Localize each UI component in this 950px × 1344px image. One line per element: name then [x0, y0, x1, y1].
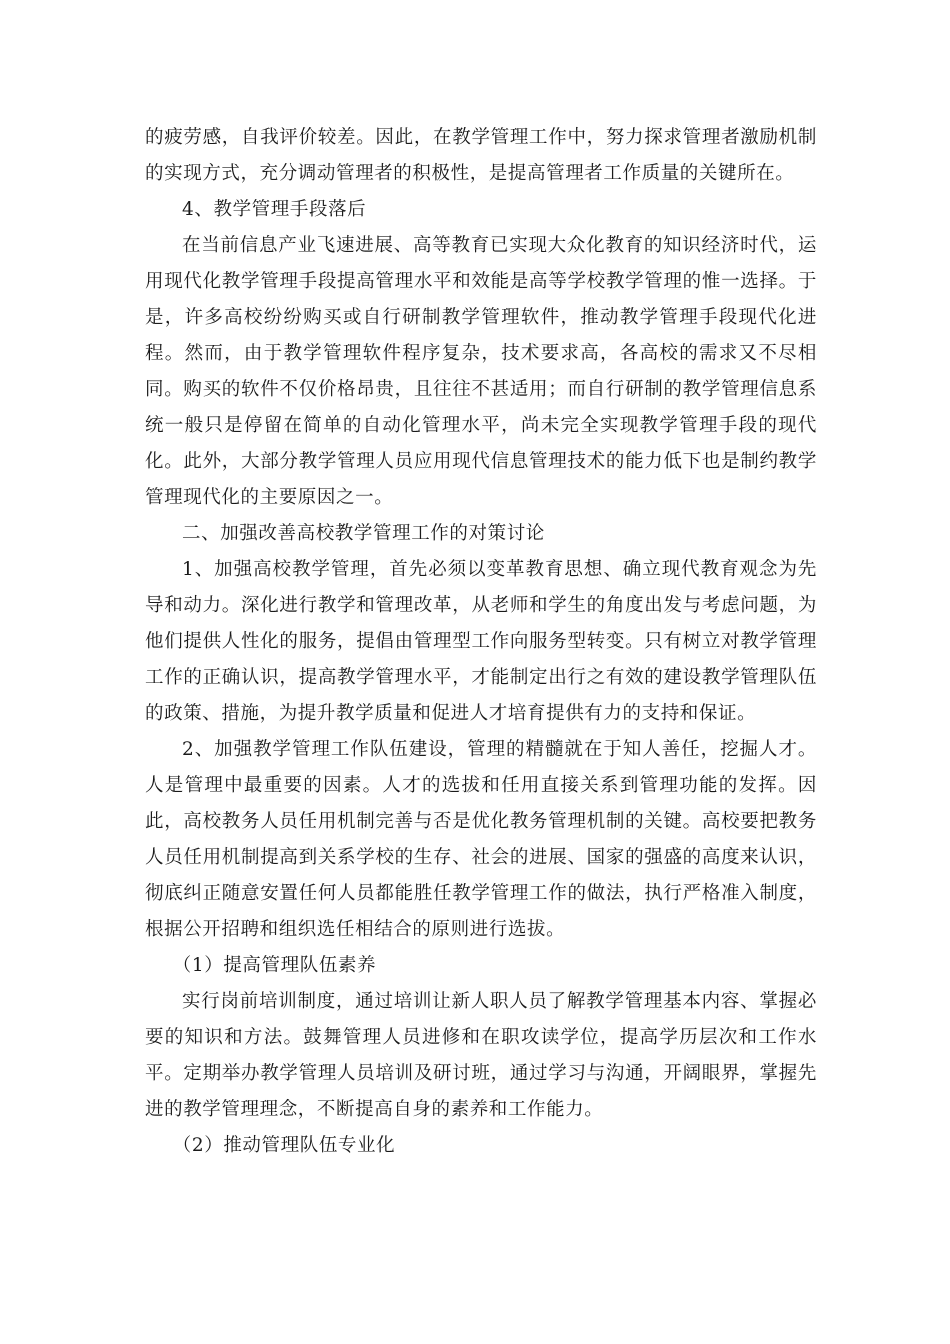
document-body: [145, 120, 817, 1164]
paragraph-countermeasure-1: 1、加强高校教学管理，首先必须以变革教育思想、确立现代教育观念为先导和动力。深化进行教学和管理改革，从老师和学生的角度出发与考虑问题，为他们提供人性化的服务，提倡由管理型工作向服务型转变。只有树立对教学管理工作的正确认识，提高教学管理水平，才能制定出行之有效的建设教学管理队伍的政策、措施，为提升教学质量和促进人才培育提供有力的支持和保证。: [145, 559, 817, 724]
subheading-improve-quality: （1）提高管理队伍素养: [172, 955, 377, 976]
subheading-professionalization: （2）推动管理队伍专业化: [172, 1135, 396, 1156]
section-heading-teaching-means: 4、教学管理手段落后: [182, 199, 367, 220]
paragraph-continuation: 的疲劳感，自我评价较差。因此，在教学管理工作中，努力探求管理者激励机制的实现方式，充分调动管理者的积极性，是提高管理者工作质量的关键所在。: [145, 127, 817, 184]
paragraph-teaching-means: 在当前信息产业飞速进展、高等教育已实现大众化教育的知识经济时代，运用现代化教学管理手段提高管理水平和效能是高等学校教学管理的惟一选择。于是，许多高校纷纷购买或自行研制教学管理软件，推动教学管理手段现代化进程。然而，由于教学管理软件程序复杂，技术要求高，各高校的需求又不尽相同。购买的软件不仅价格昂贵，且往往不甚适用；而自行研制的教学管理信息系统一般只是停留在简单的自动化管理水平，尚未完全实现教学管理手段的现代化。此外，大部分教学管理人员应用现代信息管理技术的能力低下也是制约教学管理现代化的主要原因之一。: [145, 235, 817, 508]
section-heading-countermeasures: 二、加强改善高校教学管理工作的对策讨论: [182, 523, 545, 544]
paragraph-countermeasure-2: 2、加强教学管理工作队伍建设，管理的精髓就在于知人善任，挖掘人才。人是管理中最重要的因素。人才的选拔和任用直接关系到管理功能的发挥。因此，高校教务人员任用机制完善与否是优化教务管理机制的关键。高校要把教务人员任用机制提高到关系学校的生存、社会的进展、国家的强盛的高度来认识，彻底纠正随意安置任何人员都能胜任教学管理工作的做法，执行严格准入制度，根据公开招聘和组织选任相结合的原则进行选拔。: [145, 739, 817, 940]
paragraph-training: 实行岗前培训制度，通过培训让新人职人员了解教学管理基本内容、掌握必要的知识和方法。鼓舞管理人员进修和在职攻读学位，提高学历层次和工作水平。定期举办教学管理人员培训及研讨班，通过学习与沟通，开阔眼界，掌握先进的教学管理理念，不断提高自身的素养和工作能力。: [145, 991, 817, 1120]
